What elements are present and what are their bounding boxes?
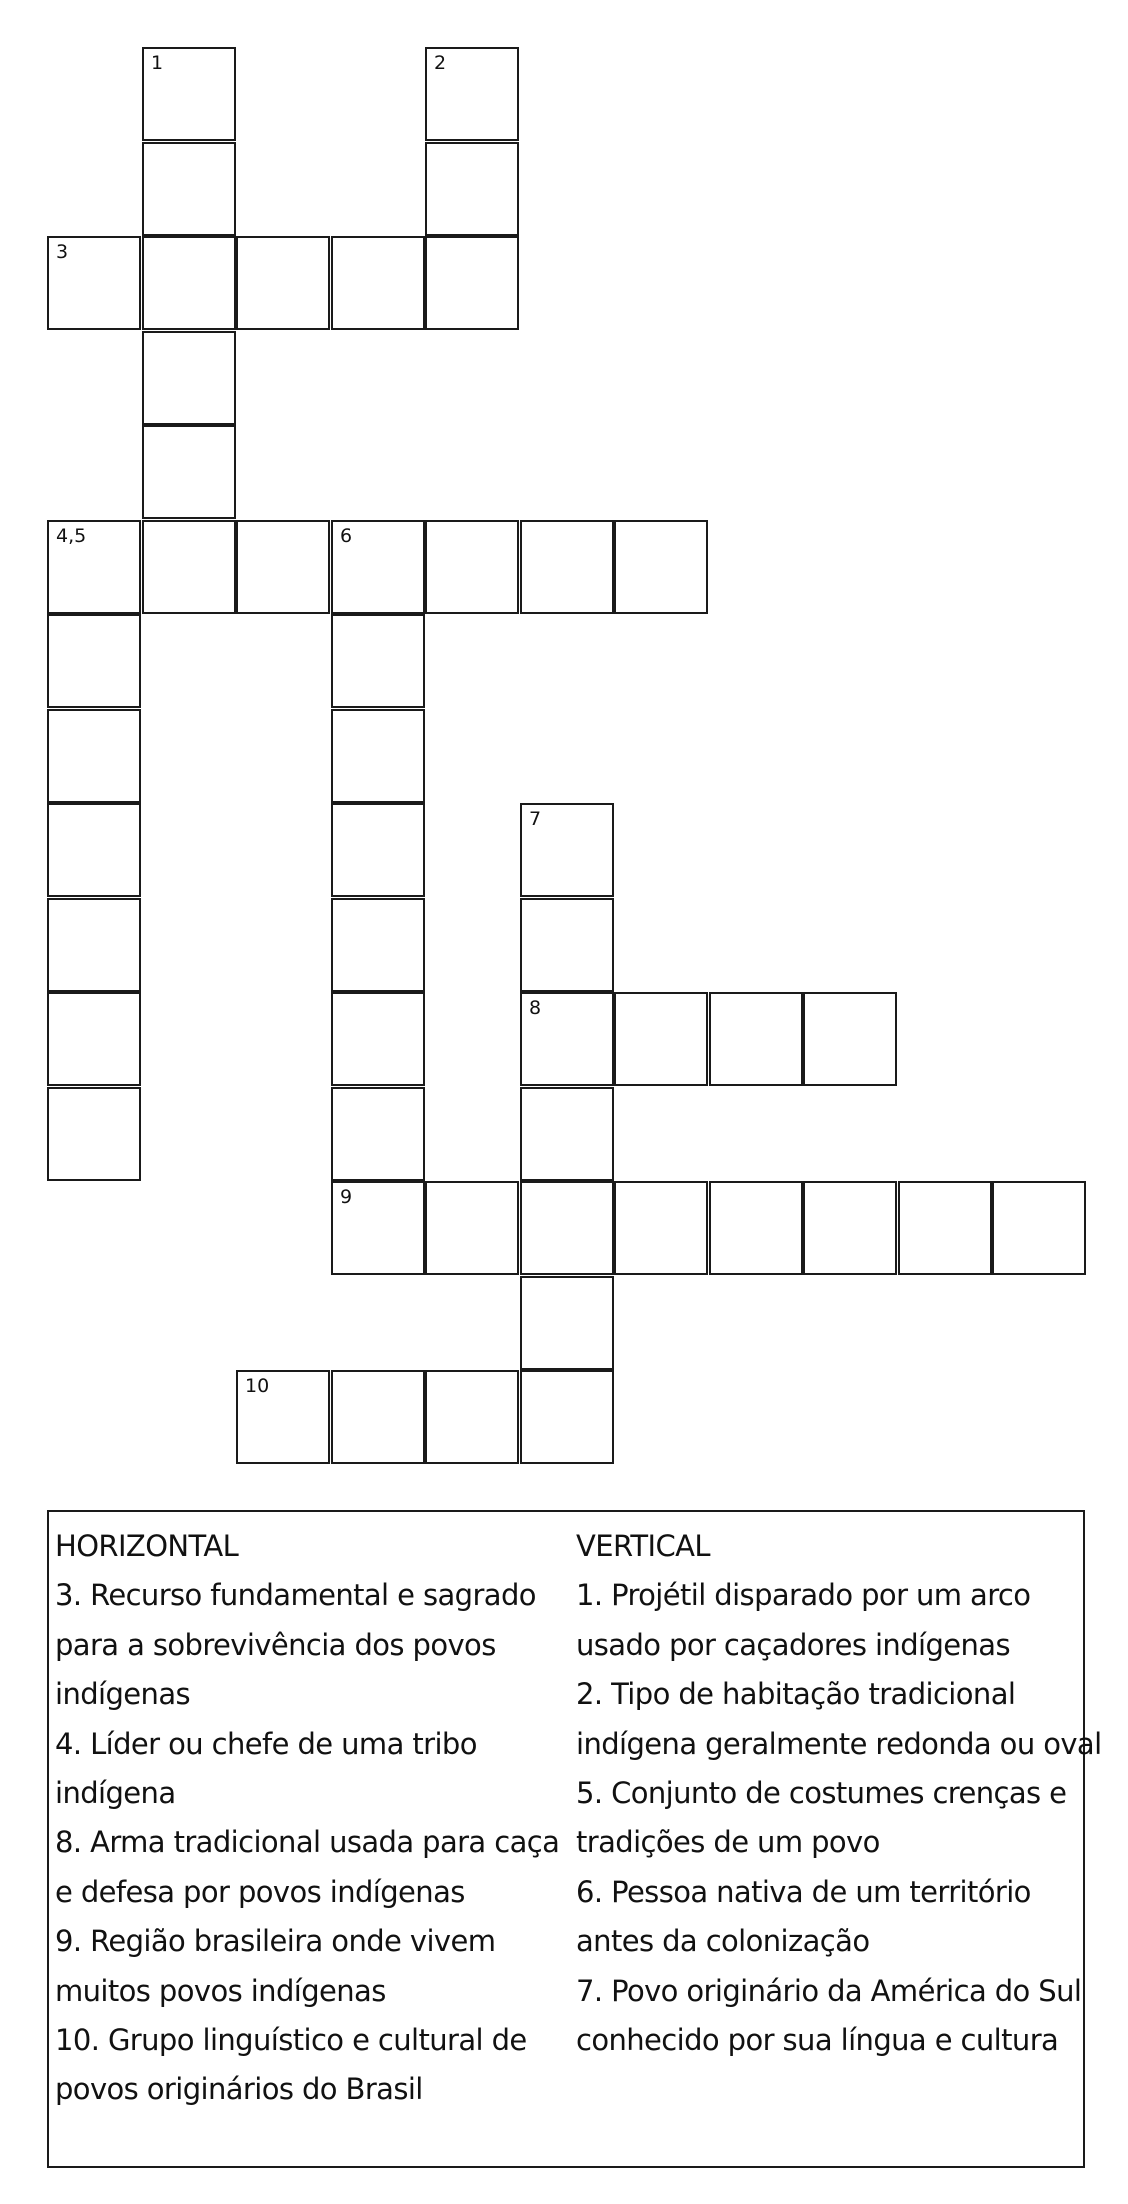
crossword-cell[interactable] — [47, 236, 141, 330]
crossword-cell[interactable] — [142, 520, 236, 614]
crossword-cell[interactable] — [236, 236, 330, 330]
crossword-cell[interactable] — [331, 992, 425, 1086]
crossword-cell[interactable] — [142, 236, 236, 330]
horizontal-clue-line: muitos povos indígenas — [55, 1973, 386, 2008]
clue-number: 3 — [56, 241, 69, 263]
vertical-clue-line: indígena geralmente redonda ou oval — [576, 1726, 1102, 1761]
crossword-cell[interactable] — [425, 142, 519, 236]
clue-number: 2 — [434, 52, 447, 74]
crossword-cell[interactable] — [520, 898, 614, 992]
crossword-cell[interactable] — [47, 709, 141, 803]
crossword-cell[interactable] — [709, 992, 803, 1086]
vertical-clue-line: usado por caçadores indígenas — [576, 1627, 1010, 1662]
clue-number: 1 — [151, 52, 164, 74]
clue-number: 7 — [529, 808, 542, 830]
crossword-cell[interactable] — [47, 898, 141, 992]
vertical-heading: VERTICAL — [576, 1529, 710, 1563]
crossword-cell[interactable] — [331, 236, 425, 330]
crossword-cell[interactable] — [520, 1276, 614, 1370]
crossword-cell[interactable] — [520, 992, 614, 1086]
crossword-cell[interactable] — [331, 614, 425, 708]
vertical-clue-line: 1. Projétil disparado por um arco — [576, 1578, 1031, 1613]
clues-box — [47, 1510, 1102, 2168]
horizontal-clue-line: indígenas — [55, 1677, 191, 1712]
clue-number: 9 — [340, 1186, 353, 1208]
vertical-clue-line: antes da colonização — [576, 1924, 870, 1959]
crossword-cell[interactable] — [142, 331, 236, 425]
crossword-cell[interactable] — [331, 898, 425, 992]
crossword-cell[interactable] — [520, 803, 614, 897]
horizontal-clues — [55, 1522, 570, 2115]
vertical-clue-line: 2. Tipo de habitação tradicional — [576, 1677, 1016, 1712]
crossword-cell[interactable] — [425, 47, 519, 141]
crossword-cell[interactable] — [992, 1181, 1086, 1275]
crossword-cell[interactable] — [47, 614, 141, 708]
crossword-cell[interactable] — [331, 1087, 425, 1181]
crossword-cell[interactable] — [142, 425, 236, 519]
crossword-cell[interactable] — [331, 709, 425, 803]
vertical-clue-line: 5. Conjunto de costumes crenças e — [576, 1776, 1067, 1811]
crossword-cell[interactable] — [803, 992, 897, 1086]
vertical-clue-line: 6. Pessoa nativa de um território — [576, 1874, 1031, 1909]
vertical-clue-line: conhecido por sua língua e cultura — [576, 2023, 1059, 2058]
vertical-clue-line: 7. Povo originário da América do Sul — [576, 1973, 1082, 2008]
crossword-cell[interactable] — [331, 803, 425, 897]
crossword-cell[interactable] — [236, 520, 330, 614]
horizontal-clue-line: para a sobrevivência dos povos — [55, 1627, 496, 1662]
crossword-cell[interactable] — [898, 1181, 992, 1275]
horizontal-clue-line: 9. Região brasileira onde vivem — [55, 1924, 496, 1959]
crossword-cell[interactable] — [142, 142, 236, 236]
crossword-cell[interactable] — [709, 1181, 803, 1275]
crossword-cell[interactable] — [614, 1181, 708, 1275]
crossword-cell[interactable] — [614, 992, 708, 1086]
horizontal-clue-line: 8. Arma tradicional usada para caça — [55, 1825, 560, 1860]
crossword-cell[interactable] — [520, 1181, 614, 1275]
crossword-cell[interactable] — [47, 803, 141, 897]
vertical-clues — [576, 1522, 1102, 2065]
horizontal-clue-line: 10. Grupo linguístico e cultural de — [55, 2023, 527, 2058]
crossword-cell[interactable] — [47, 992, 141, 1086]
horizontal-clue-line: povos originários do Brasil — [55, 2072, 423, 2107]
crossword-cell[interactable] — [520, 1087, 614, 1181]
crossword-cell[interactable] — [331, 520, 425, 614]
clue-number: 8 — [529, 997, 542, 1019]
clue-number: 10 — [245, 1375, 270, 1397]
vertical-clue-line: tradições de um povo — [576, 1825, 880, 1860]
crossword-cell[interactable] — [47, 1087, 141, 1181]
horizontal-clue-line: indígena — [55, 1776, 176, 1811]
crossword-cell[interactable] — [331, 1370, 425, 1464]
horizontal-clue-line: 4. Líder ou chefe de uma tribo — [55, 1726, 477, 1761]
crossword-cell[interactable] — [614, 520, 708, 614]
crossword-cell[interactable] — [520, 1370, 614, 1464]
crossword-cell[interactable] — [425, 1181, 519, 1275]
clue-number: 6 — [340, 525, 353, 547]
crossword-cell[interactable] — [520, 520, 614, 614]
horizontal-clue-line: 3. Recurso fundamental e sagrado — [55, 1578, 536, 1613]
crossword-cell[interactable] — [425, 520, 519, 614]
clue-number: 4,5 — [56, 525, 87, 547]
horizontal-clue-line: e defesa por povos indígenas — [55, 1874, 465, 1909]
crossword-cell[interactable] — [236, 1370, 330, 1464]
crossword-cell[interactable] — [425, 236, 519, 330]
crossword-cell[interactable] — [425, 1370, 519, 1464]
crossword-cell[interactable] — [142, 47, 236, 141]
crossword-cell[interactable] — [331, 1181, 425, 1275]
horizontal-heading: HORIZONTAL — [55, 1529, 239, 1563]
crossword-cell[interactable] — [47, 520, 141, 614]
crossword-cell[interactable] — [803, 1181, 897, 1275]
